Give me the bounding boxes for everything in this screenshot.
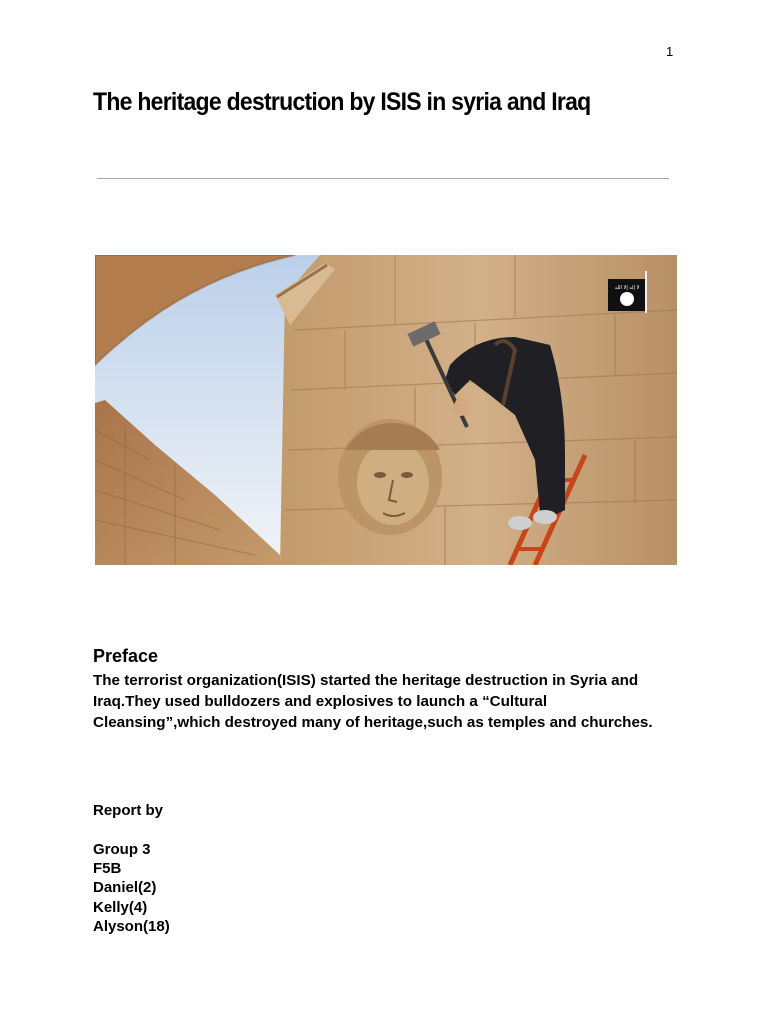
title-divider (97, 178, 669, 179)
report-by-label: Report by (93, 802, 164, 819)
preface-body: The terrorist organization(ISIS) started the heritage destruction in Syria and Iraq.They used bulldozers and explosives to launch a “Cultural Cleansing”,which destroyed many of heritage,such as temples and churches. (93, 672, 653, 731)
member-class: F5B (93, 860, 122, 878)
member-group: Group 3 (93, 841, 151, 858)
carved-stone-head (338, 419, 442, 535)
report-members-list (93, 840, 170, 936)
document-title: The heritage destruction by ISIS in syria and Iraq (93, 88, 591, 116)
preface-heading: Preface (93, 646, 159, 666)
page-number: 1 (666, 44, 674, 59)
member-kelly: Kelly(4) (93, 898, 148, 916)
flag-text: لا إله إلا الله (614, 285, 640, 291)
heritage-destruction-photo (95, 255, 677, 565)
member-daniel: Daniel(2) (93, 879, 157, 897)
member-alyson: Alyson(18) (93, 917, 170, 935)
